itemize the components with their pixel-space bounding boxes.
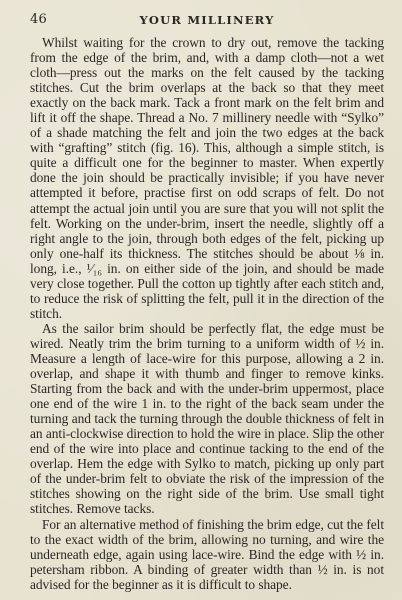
paragraph-alternative-method: For an alternative method of finishing the brim edge, cut the felt to the exact width of the brim, allowing no turning, and wire the underneath edge, again using lace-wire. Bind the edge with ½ in. petersham ribbon. A binding of greater width than ½ in. is not advised for the beginner as it is difficult to shape. <box>30 516 384 592</box>
body-text <box>30 35 384 592</box>
page-number: 46 <box>30 12 47 27</box>
running-head: YOUR MILLINERY <box>139 13 275 27</box>
page-header <box>30 12 384 30</box>
paragraph-wiring-the-edge: As the sailor brim should be perfectly flat, the edge must be wired. Neatly trim the brim turning to a uniform width of ½ in. Measure a length of lace-wire for this purpose, allowing a 2 in. overlap, and shape it with thumb and finger to remove kinks. Starting from the back and with the under-brim uppermost, place one end of the wire 1 in. to the right of the back seam under the turning and tack the turning through the double thickness of felt in an anti-clockwise direction to hold the wire in place. Slip the other end of the wire into place and continue tacking to the end of the overlap. Hem the edge with Sylko to match, picking up only part of the under-brim felt to obviate the risk of the impression of the stitches showing on the right side of the brim. Use small tight stitches. Remove tacks. <box>30 320 384 517</box>
paragraph-tacking-and-grafting: Whilst waiting for the crown to dry out, remove the tacking from the edge of the brim, and, with a damp cloth—not a wet cloth—press out the marks on the felt caused by the tacking stitches. Cut the brim overlaps at the back so that they meet exactly on the back mark. Tack a front mark on the felt brim and lift it off the shape. Thread a No. 7 millinery needle with “Sylko” of a shade matching the felt and join the two edges at the back with “grafting” stitch (fig. 16). This, although a simple stitch, is quite a difficult one for the beginner to master. When expertly done the join should be practically invisible; if you have never attempted it before, practise first on odd scraps of felt. Do not attempt the actual join until you are sure that you will not split the felt. Working on the under-brim, insert the needle, slightly off a right angle to the join, through both edges of the felt, picking up only one-half its thickness. The stitches should be about ⅛ in. long, i.e., ¹⁄₁₆ in. on either side of the join, and should be made very close together. Pull the cotton up tightly after each stitch and, to reduce the risk of splitting the felt, pull it in the direction of the stitch. <box>30 35 384 321</box>
